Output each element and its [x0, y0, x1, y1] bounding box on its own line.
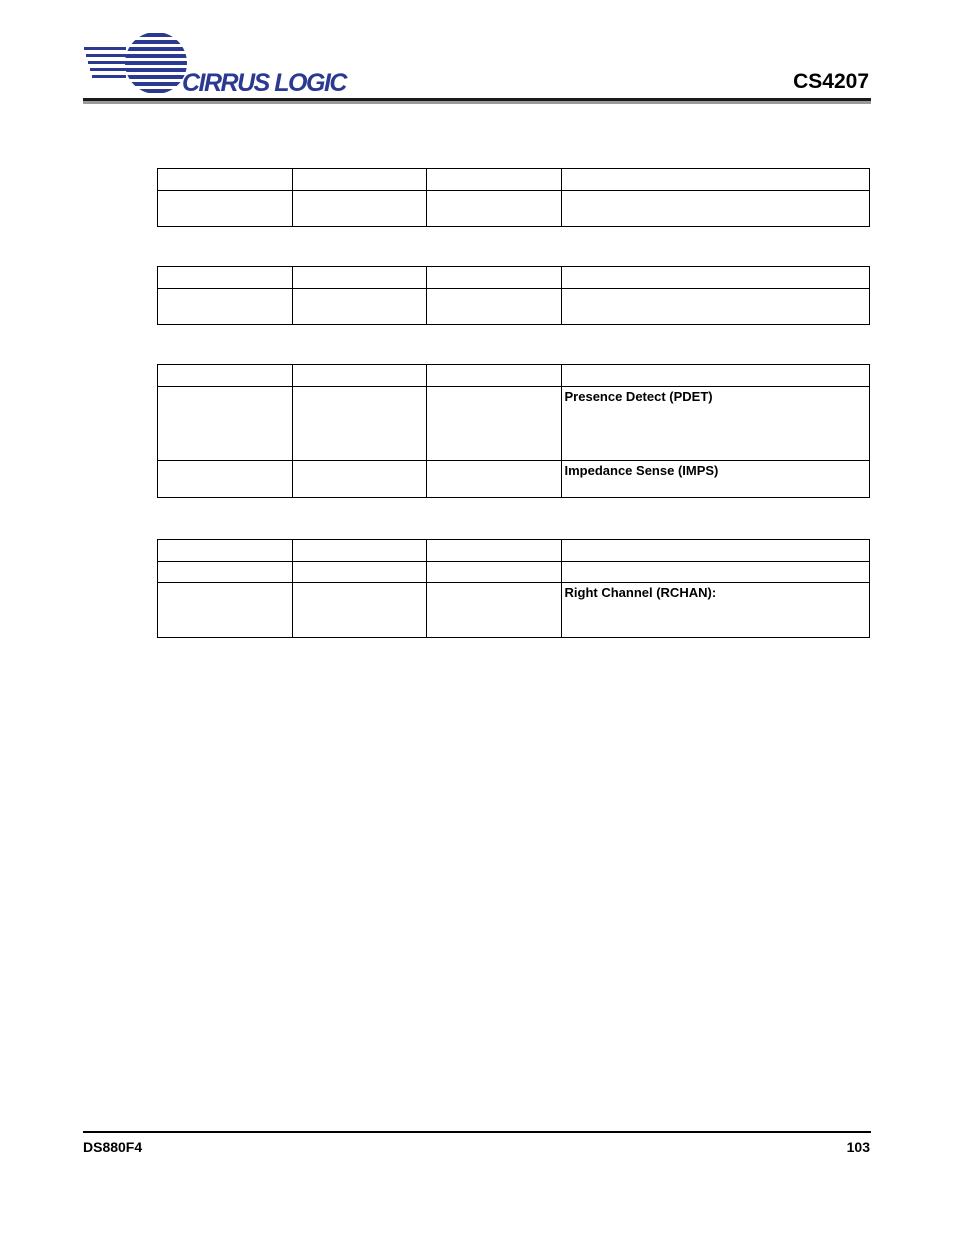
footer-rule — [83, 1131, 871, 1133]
imps-description-cell — [561, 461, 870, 498]
table-cell — [292, 267, 427, 289]
logo-wordmark: CIRRUS LOGIC — [182, 69, 346, 97]
table-row — [158, 267, 870, 289]
table-cell — [427, 540, 562, 562]
table-cell — [158, 267, 293, 289]
register-table-1 — [157, 168, 870, 227]
table-cell — [158, 191, 293, 227]
table-cell — [158, 583, 293, 638]
table-cell — [427, 267, 562, 289]
rchan-description-cell — [561, 583, 870, 638]
table-cell — [158, 461, 293, 498]
table-row — [158, 583, 870, 638]
register-table-3 — [157, 364, 870, 498]
table-row — [158, 540, 870, 562]
table-cell — [561, 540, 870, 562]
table-cell — [427, 365, 562, 387]
table-cell — [427, 461, 562, 498]
header-rule-shadow — [83, 101, 871, 104]
table-cell — [427, 191, 562, 227]
rchan-field-name: Right Channel (RCHAN): — [564, 585, 717, 600]
table-cell — [427, 387, 562, 461]
imps-field-name: Impedance Sense (IMPS) — [564, 463, 719, 478]
register-table-4 — [157, 539, 870, 638]
table-row — [158, 289, 870, 325]
page-number: 103 — [846, 1139, 870, 1155]
table-cell — [561, 289, 870, 325]
cirrus-logic-logo — [84, 33, 364, 97]
table-cell — [292, 169, 427, 191]
part-number: CS4207 — [793, 70, 869, 93]
pdet-field-name: Presence Detect (PDET) — [564, 389, 713, 404]
table-cell — [561, 267, 870, 289]
table-cell — [158, 540, 293, 562]
table-cell — [158, 365, 293, 387]
table-cell — [292, 540, 427, 562]
table-cell — [427, 289, 562, 325]
table-cell — [561, 562, 870, 583]
table-cell — [561, 365, 870, 387]
table-cell — [158, 289, 293, 325]
table-cell — [292, 365, 427, 387]
table-cell — [292, 583, 427, 638]
table-row — [158, 461, 870, 498]
table-row — [158, 191, 870, 227]
table-cell — [427, 583, 562, 638]
table-cell — [292, 562, 427, 583]
table-cell — [292, 461, 427, 498]
table-row — [158, 169, 870, 191]
table-cell — [292, 191, 427, 227]
table-cell — [561, 191, 870, 227]
table-cell — [292, 387, 427, 461]
document-id: DS880F4 — [83, 1139, 143, 1155]
table-cell — [427, 169, 562, 191]
table-row — [158, 365, 870, 387]
table-row — [158, 387, 870, 461]
table-cell — [427, 562, 562, 583]
table-cell — [158, 387, 293, 461]
table-cell — [292, 289, 427, 325]
pdet-description-cell — [561, 387, 870, 461]
register-table-2 — [157, 266, 870, 325]
table-cell — [561, 169, 870, 191]
table-cell — [158, 169, 293, 191]
table-row — [158, 562, 870, 583]
table-cell — [158, 562, 293, 583]
